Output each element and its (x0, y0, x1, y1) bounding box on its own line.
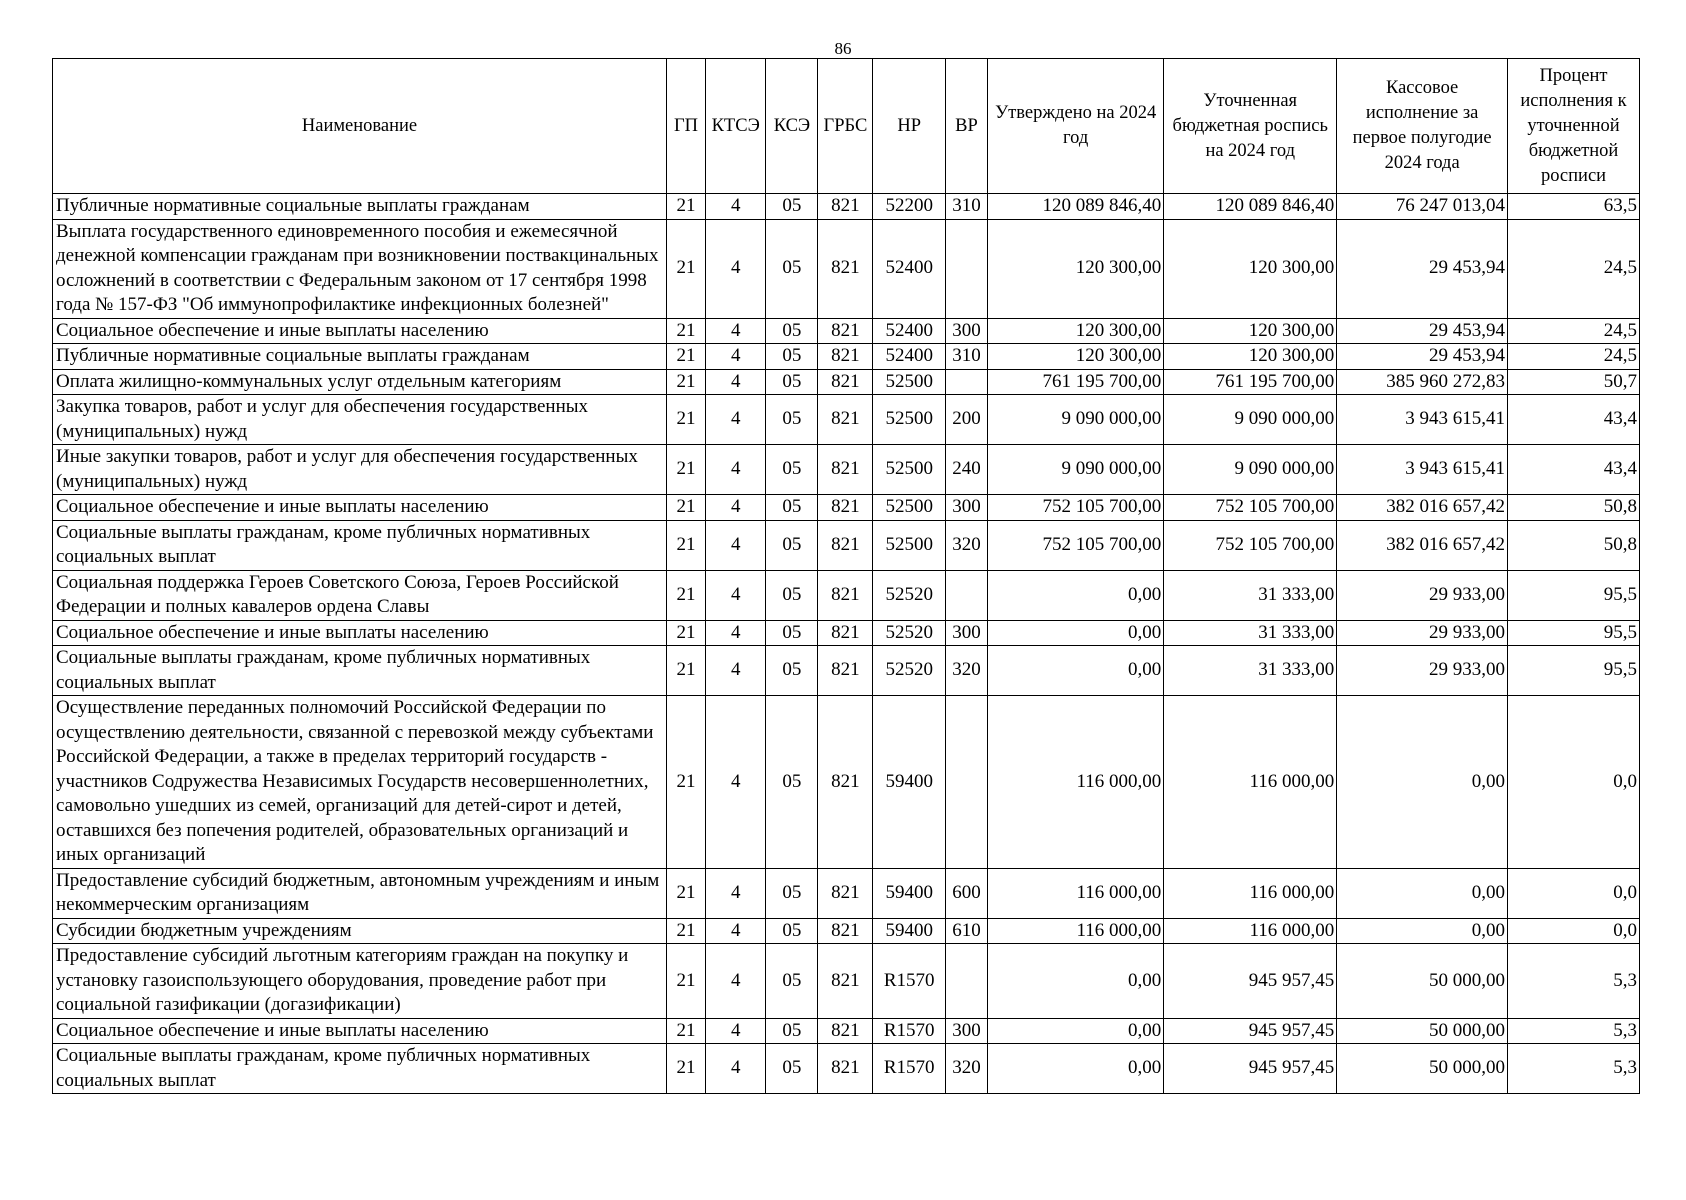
table-row (53, 369, 1640, 395)
table-row (53, 868, 1640, 918)
cell-np: 52520 (873, 570, 945, 620)
cell-ktse: 4 (705, 369, 766, 395)
cell-name: Предоставление субсидий бюджетным, автономным учреждениям и иным некоммерческим организациям (53, 868, 667, 918)
cell-vr (945, 570, 987, 620)
cell-gp: 21 (667, 445, 706, 495)
cell-grbs: 821 (818, 918, 873, 944)
table-row (53, 520, 1640, 570)
cell-np: 52500 (873, 369, 945, 395)
cell-percent: 0,0 (1508, 696, 1640, 869)
cell-kse: 05 (766, 1044, 818, 1094)
cell-gp: 21 (667, 495, 706, 521)
cell-percent: 5,3 (1508, 944, 1640, 1019)
cell-ktse: 4 (705, 495, 766, 521)
cell-ktse: 4 (705, 445, 766, 495)
cell-name: Социальное обеспечение и иные выплаты населению (53, 1018, 667, 1044)
cell-name: Социальные выплаты гражданам, кроме публичных нормативных социальных выплат (53, 520, 667, 570)
cell-percent: 95,5 (1508, 570, 1640, 620)
cell-refined: 116 000,00 (1164, 868, 1337, 918)
table-header-row (53, 59, 1640, 194)
cell-kse: 05 (766, 495, 818, 521)
cell-approved: 0,00 (988, 1018, 1164, 1044)
cell-np: 59400 (873, 918, 945, 944)
header-ktse: КТСЭ (705, 59, 766, 194)
cell-np: 52520 (873, 620, 945, 646)
cell-grbs: 821 (818, 944, 873, 1019)
cell-kse: 05 (766, 194, 818, 220)
cell-approved: 116 000,00 (988, 868, 1164, 918)
cell-kse: 05 (766, 344, 818, 370)
cell-cash: 29 453,94 (1337, 318, 1508, 344)
cell-gp: 21 (667, 570, 706, 620)
cell-cash: 382 016 657,42 (1337, 495, 1508, 521)
cell-ktse: 4 (705, 570, 766, 620)
cell-percent: 24,5 (1508, 219, 1640, 318)
cell-np: 59400 (873, 696, 945, 869)
cell-cash: 76 247 013,04 (1337, 194, 1508, 220)
cell-vr: 320 (945, 520, 987, 570)
table-row (53, 696, 1640, 869)
cell-np: 52400 (873, 344, 945, 370)
cell-refined: 752 105 700,00 (1164, 520, 1337, 570)
cell-approved: 761 195 700,00 (988, 369, 1164, 395)
header-approved: Утверждено на 2024 год (988, 59, 1164, 194)
cell-refined: 120 300,00 (1164, 344, 1337, 370)
cell-name: Оплата жилищно-коммунальных услуг отдельным категориям (53, 369, 667, 395)
cell-kse: 05 (766, 445, 818, 495)
table-row (53, 918, 1640, 944)
cell-cash: 3 943 615,41 (1337, 395, 1508, 445)
table-row (53, 219, 1640, 318)
cell-grbs: 821 (818, 1018, 873, 1044)
cell-approved: 0,00 (988, 646, 1164, 696)
table-row (53, 570, 1640, 620)
cell-np: 59400 (873, 868, 945, 918)
cell-grbs: 821 (818, 868, 873, 918)
cell-grbs: 821 (818, 318, 873, 344)
cell-grbs: 821 (818, 395, 873, 445)
cell-np: 52200 (873, 194, 945, 220)
cell-gp: 21 (667, 194, 706, 220)
cell-ktse: 4 (705, 646, 766, 696)
cell-approved: 120 300,00 (988, 318, 1164, 344)
cell-cash: 29 453,94 (1337, 219, 1508, 318)
cell-refined: 116 000,00 (1164, 696, 1337, 869)
cell-approved: 752 105 700,00 (988, 520, 1164, 570)
cell-ktse: 4 (705, 918, 766, 944)
table-body (53, 194, 1640, 1094)
cell-ktse: 4 (705, 696, 766, 869)
table-row (53, 944, 1640, 1019)
cell-grbs: 821 (818, 646, 873, 696)
cell-kse: 05 (766, 369, 818, 395)
cell-gp: 21 (667, 620, 706, 646)
cell-refined: 9 090 000,00 (1164, 395, 1337, 445)
cell-cash: 0,00 (1337, 868, 1508, 918)
cell-refined: 945 957,45 (1164, 1044, 1337, 1094)
cell-percent: 50,7 (1508, 369, 1640, 395)
cell-percent: 95,5 (1508, 646, 1640, 696)
cell-np: 52500 (873, 395, 945, 445)
header-vr: ВР (945, 59, 987, 194)
cell-kse: 05 (766, 520, 818, 570)
cell-np: 52520 (873, 646, 945, 696)
cell-name: Осуществление переданных полномочий Российской Федерации по осуществлению деятельности, связанной с перевозкой между субъектами Российской Федерации, а также в пределах территорий государств - участников Содружества Независимых Государств несовершеннолетних, самовольно ушедших из семей, организаций для детей-сирот и детей, оставшихся без попечения родителей, образовательных организаций и иных организаций (53, 696, 667, 869)
budget-execution-table (52, 58, 1640, 1094)
cell-approved: 9 090 000,00 (988, 445, 1164, 495)
cell-kse: 05 (766, 944, 818, 1019)
cell-cash: 29 933,00 (1337, 620, 1508, 646)
cell-ktse: 4 (705, 344, 766, 370)
cell-ktse: 4 (705, 520, 766, 570)
cell-name: Иные закупки товаров, работ и услуг для обеспечения государственных (муниципальных) нужд (53, 445, 667, 495)
cell-grbs: 821 (818, 520, 873, 570)
cell-refined: 120 089 846,40 (1164, 194, 1337, 220)
cell-vr (945, 696, 987, 869)
table-row (53, 194, 1640, 220)
cell-grbs: 821 (818, 1044, 873, 1094)
cell-approved: 0,00 (988, 570, 1164, 620)
cell-kse: 05 (766, 646, 818, 696)
cell-kse: 05 (766, 395, 818, 445)
cell-refined: 31 333,00 (1164, 620, 1337, 646)
table-row (53, 646, 1640, 696)
table-row (53, 1044, 1640, 1094)
cell-cash: 3 943 615,41 (1337, 445, 1508, 495)
cell-percent: 50,8 (1508, 495, 1640, 521)
header-percent: Процент исполнения к уточненной бюджетной росписи (1508, 59, 1640, 194)
cell-gp: 21 (667, 646, 706, 696)
cell-np: 52400 (873, 318, 945, 344)
cell-kse: 05 (766, 219, 818, 318)
cell-vr (945, 369, 987, 395)
header-grbs: ГРБС (818, 59, 873, 194)
cell-grbs: 821 (818, 620, 873, 646)
cell-vr: 310 (945, 194, 987, 220)
cell-kse: 05 (766, 918, 818, 944)
cell-percent: 63,5 (1508, 194, 1640, 220)
cell-approved: 120 300,00 (988, 344, 1164, 370)
cell-cash: 29 453,94 (1337, 344, 1508, 370)
cell-cash: 0,00 (1337, 918, 1508, 944)
cell-ktse: 4 (705, 219, 766, 318)
cell-vr: 300 (945, 1018, 987, 1044)
header-gp: ГП (667, 59, 706, 194)
cell-percent: 24,5 (1508, 318, 1640, 344)
cell-cash: 385 960 272,83 (1337, 369, 1508, 395)
cell-np: 52500 (873, 495, 945, 521)
cell-vr: 610 (945, 918, 987, 944)
cell-gp: 21 (667, 1018, 706, 1044)
cell-gp: 21 (667, 868, 706, 918)
cell-percent: 24,5 (1508, 344, 1640, 370)
cell-vr: 240 (945, 445, 987, 495)
cell-approved: 0,00 (988, 1044, 1164, 1094)
cell-name: Публичные нормативные социальные выплаты гражданам (53, 344, 667, 370)
cell-refined: 752 105 700,00 (1164, 495, 1337, 521)
cell-grbs: 821 (818, 219, 873, 318)
cell-approved: 120 089 846,40 (988, 194, 1164, 220)
cell-approved: 752 105 700,00 (988, 495, 1164, 521)
cell-kse: 05 (766, 318, 818, 344)
cell-name: Социальные выплаты гражданам, кроме публичных нормативных социальных выплат (53, 1044, 667, 1094)
cell-approved: 116 000,00 (988, 918, 1164, 944)
cell-gp: 21 (667, 944, 706, 1019)
cell-grbs: 821 (818, 696, 873, 869)
table-row (53, 445, 1640, 495)
cell-vr: 310 (945, 344, 987, 370)
cell-kse: 05 (766, 620, 818, 646)
cell-name: Субсидии бюджетным учреждениям (53, 918, 667, 944)
table-row (53, 318, 1640, 344)
cell-cash: 50 000,00 (1337, 1018, 1508, 1044)
cell-ktse: 4 (705, 194, 766, 220)
table-row (53, 344, 1640, 370)
cell-ktse: 4 (705, 1018, 766, 1044)
cell-refined: 31 333,00 (1164, 646, 1337, 696)
cell-np: R1570 (873, 1018, 945, 1044)
cell-vr: 200 (945, 395, 987, 445)
cell-kse: 05 (766, 868, 818, 918)
cell-gp: 21 (667, 219, 706, 318)
cell-name: Социальные выплаты гражданам, кроме публичных нормативных социальных выплат (53, 646, 667, 696)
cell-approved: 0,00 (988, 944, 1164, 1019)
cell-vr: 300 (945, 620, 987, 646)
cell-percent: 43,4 (1508, 395, 1640, 445)
cell-grbs: 821 (818, 495, 873, 521)
cell-kse: 05 (766, 570, 818, 620)
cell-vr: 300 (945, 318, 987, 344)
cell-gp: 21 (667, 318, 706, 344)
cell-gp: 21 (667, 520, 706, 570)
cell-np: 52400 (873, 219, 945, 318)
cell-refined: 945 957,45 (1164, 1018, 1337, 1044)
cell-approved: 0,00 (988, 620, 1164, 646)
cell-kse: 05 (766, 696, 818, 869)
table-row (53, 395, 1640, 445)
header-name: Наименование (53, 59, 667, 194)
cell-name: Социальное обеспечение и иные выплаты населению (53, 495, 667, 521)
cell-kse: 05 (766, 1018, 818, 1044)
cell-name: Выплата государственного единовременного пособия и ежемесячной денежной компенсации гражданам при возникновении поствакцинальных осложнений в соответствии с Федеральным законом от 17 сентября 1998 года № 157-ФЗ "Об иммунопрофилактике инфекционных болезней" (53, 219, 667, 318)
cell-percent: 5,3 (1508, 1044, 1640, 1094)
cell-cash: 29 933,00 (1337, 570, 1508, 620)
cell-cash: 50 000,00 (1337, 1044, 1508, 1094)
cell-refined: 120 300,00 (1164, 219, 1337, 318)
table-row (53, 1018, 1640, 1044)
cell-vr: 600 (945, 868, 987, 918)
cell-refined: 120 300,00 (1164, 318, 1337, 344)
cell-ktse: 4 (705, 1044, 766, 1094)
cell-grbs: 821 (818, 194, 873, 220)
cell-name: Социальное обеспечение и иные выплаты населению (53, 318, 667, 344)
cell-grbs: 821 (818, 570, 873, 620)
page-number: 86 (834, 39, 852, 58)
cell-grbs: 821 (818, 344, 873, 370)
cell-vr (945, 944, 987, 1019)
cell-percent: 95,5 (1508, 620, 1640, 646)
cell-ktse: 4 (705, 620, 766, 646)
cell-gp: 21 (667, 918, 706, 944)
cell-gp: 21 (667, 395, 706, 445)
cell-cash: 382 016 657,42 (1337, 520, 1508, 570)
cell-percent: 0,0 (1508, 868, 1640, 918)
cell-cash: 50 000,00 (1337, 944, 1508, 1019)
cell-gp: 21 (667, 696, 706, 869)
cell-percent: 0,0 (1508, 918, 1640, 944)
cell-gp: 21 (667, 344, 706, 370)
header-np: НР (873, 59, 945, 194)
cell-name: Предоставление субсидий льготным категориям граждан на покупку и установку газоиспользующего оборудования, проведение работ при социальной газификации (догазификации) (53, 944, 667, 1019)
cell-gp: 21 (667, 369, 706, 395)
cell-vr: 300 (945, 495, 987, 521)
cell-refined: 761 195 700,00 (1164, 369, 1337, 395)
cell-np: 52500 (873, 445, 945, 495)
cell-grbs: 821 (818, 369, 873, 395)
header-cash: Кассовое исполнение за первое полугодие 2024 года (1337, 59, 1508, 194)
table-row (53, 495, 1640, 521)
cell-name: Закупка товаров, работ и услуг для обеспечения государственных (муниципальных) нужд (53, 395, 667, 445)
cell-np: R1570 (873, 944, 945, 1019)
cell-approved: 116 000,00 (988, 696, 1164, 869)
cell-ktse: 4 (705, 868, 766, 918)
cell-vr (945, 219, 987, 318)
cell-gp: 21 (667, 1044, 706, 1094)
cell-vr: 320 (945, 1044, 987, 1094)
cell-refined: 31 333,00 (1164, 570, 1337, 620)
cell-ktse: 4 (705, 318, 766, 344)
cell-percent: 50,8 (1508, 520, 1640, 570)
cell-percent: 5,3 (1508, 1018, 1640, 1044)
header-kse: КСЭ (766, 59, 818, 194)
cell-cash: 0,00 (1337, 696, 1508, 869)
cell-ktse: 4 (705, 395, 766, 445)
cell-name: Публичные нормативные социальные выплаты гражданам (53, 194, 667, 220)
cell-np: 52500 (873, 520, 945, 570)
cell-name: Социальная поддержка Героев Советского Союза, Героев Российской Федерации и полных кавалеров ордена Славы (53, 570, 667, 620)
cell-refined: 945 957,45 (1164, 944, 1337, 1019)
cell-name: Социальное обеспечение и иные выплаты населению (53, 620, 667, 646)
cell-np: R1570 (873, 1044, 945, 1094)
cell-refined: 9 090 000,00 (1164, 445, 1337, 495)
cell-approved: 9 090 000,00 (988, 395, 1164, 445)
cell-refined: 116 000,00 (1164, 918, 1337, 944)
cell-vr: 320 (945, 646, 987, 696)
cell-grbs: 821 (818, 445, 873, 495)
cell-ktse: 4 (705, 944, 766, 1019)
cell-cash: 29 933,00 (1337, 646, 1508, 696)
table-row (53, 620, 1640, 646)
cell-approved: 120 300,00 (988, 219, 1164, 318)
cell-percent: 43,4 (1508, 445, 1640, 495)
header-refined: Уточненная бюджетная роспись на 2024 год (1164, 59, 1337, 194)
